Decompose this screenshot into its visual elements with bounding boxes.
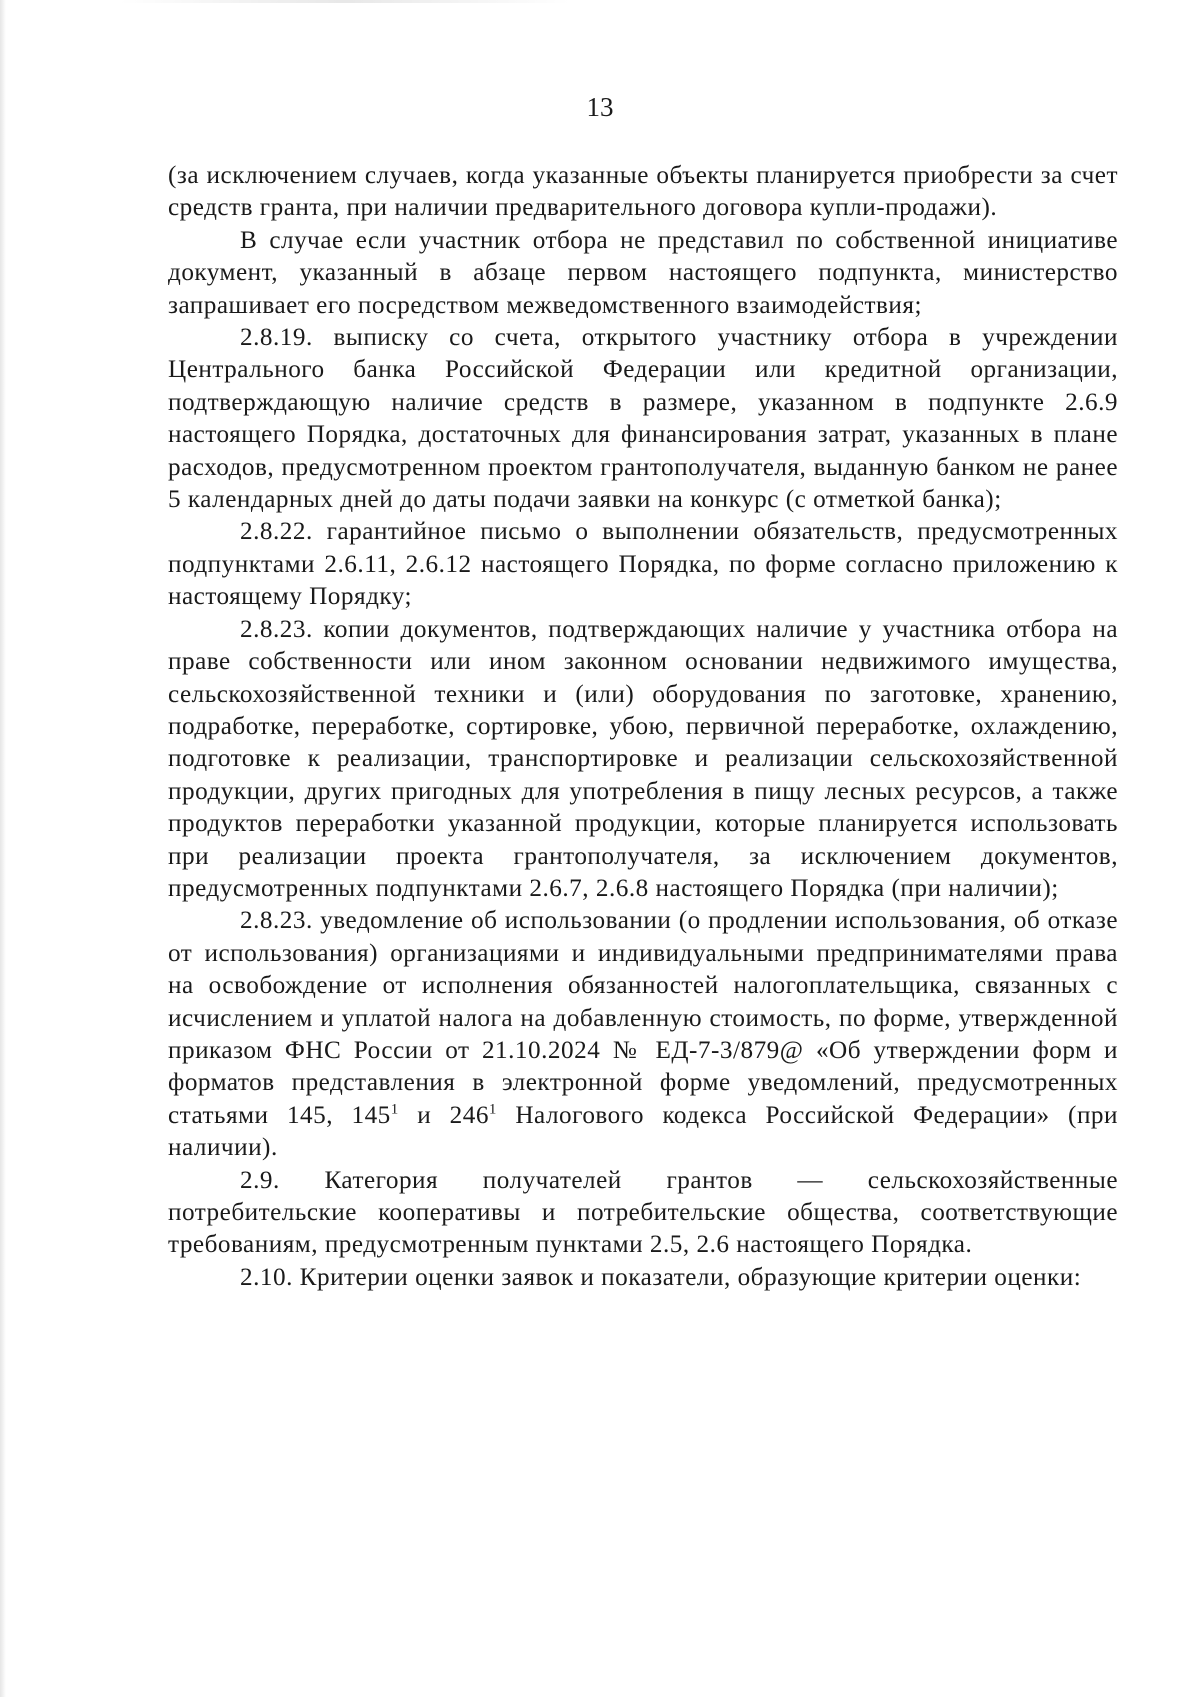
- scan-shadow-top: [120, 0, 570, 3]
- paragraph-2-9: 2.9. Категория получателей грантов — сельскохозяйственные потребительские кооперативы и потребительские общества, соответствующие требованиям, предусмотренным пунктами 2.5, 2.6 настоящего Порядка.: [168, 1166, 1118, 1259]
- notice-text-middle: и 246: [398, 1101, 489, 1129]
- notice-text-before: 2.8.23. уведомление об использовании (о продлении использования, об отказе от использования) организациями и индивидуальными предпринимателями права на освобождение от исполнения обязанностей налогоплательщика, связанных с исчислением и уплатой налога на добавленную стоимость, по форме, утвержденной приказом ФНС России от 21.10.2024 № ЕД-7-3/879@ «Об утверждении форм и форматов представления в электронной форме уведомлений, предусмотренных статьями 145, 145: [168, 907, 1118, 1129]
- paragraph-2-10: 2.10. Критерии оценки заявок и показатели, образующие критерии оценки:: [240, 1263, 1082, 1291]
- paragraph-interagency-request: В случае если участник отбора не представил по собственной инициативе документ, указанный в абзаце первом настоящего подпункта, министерство запрашивает его посредством межведомственного взаимодействия;: [168, 226, 1118, 319]
- paragraph-2-8-23-copies: 2.8.23. копии документов, подтверждающих наличие у участника отбора на праве собственности или ином законном основании недвижимого имущества, сельскохозяйственной техники и (или) оборудования по заготовке, хранению, подработке, переработке, сортировке, убою, первичной переработке, охлаждению, подготовке к реализации, транспортировке и реализации сельскохозяйственной продукции, других пригодных для употребления в пищу лесных ресурсов, а также продуктов переработки указанной продукции, которые планируется использовать при реализации проекта грантополучателя, за исключением документов, предусмотренных подпунктами 2.6.7, 2.6.8 настоящего Порядка (при наличии);: [168, 615, 1118, 902]
- paragraph-2-8-19: 2.8.19. выписку со счета, открытого участнику отбора в учреждении Центрального банка Российской Федерации или кредитной организации, подтверждающую наличие средств в размере, указанном в подпункте 2.6.9 настоящего Порядка, достаточных для финансирования затрат, указанных в плане расходов, предусмотренном проектом грантополучателя, выданную банком не ранее 5 календарных дней до даты подачи заявки на конкурс (с отметкой банка);: [168, 324, 1118, 514]
- scan-shadow-edge: [0, 0, 6, 1697]
- superscript-2: 1: [488, 1101, 497, 1118]
- paragraph-2-8-22: 2.8.22. гарантийное письмо о выполнении обязательств, предусмотренных подпунктами 2.6.11, 2.6.12 настоящего Порядка, по форме согласно приложению к настоящему Порядку;: [168, 518, 1118, 611]
- page-number: 13: [586, 92, 614, 122]
- superscript-1: 1: [390, 1101, 399, 1118]
- paragraph-continuation: (за исключением случаев, когда указанные объекты планируется приобрести за счет средств гранта, при наличии предварительного договора купли-продажи).: [168, 162, 1118, 222]
- paragraph-2-8-23-notice: [168, 905, 1118, 1164]
- notice-text-after: Налогового кодекса Российской Федерации» (при наличии).: [168, 1101, 1118, 1162]
- document-body: [168, 160, 1118, 1294]
